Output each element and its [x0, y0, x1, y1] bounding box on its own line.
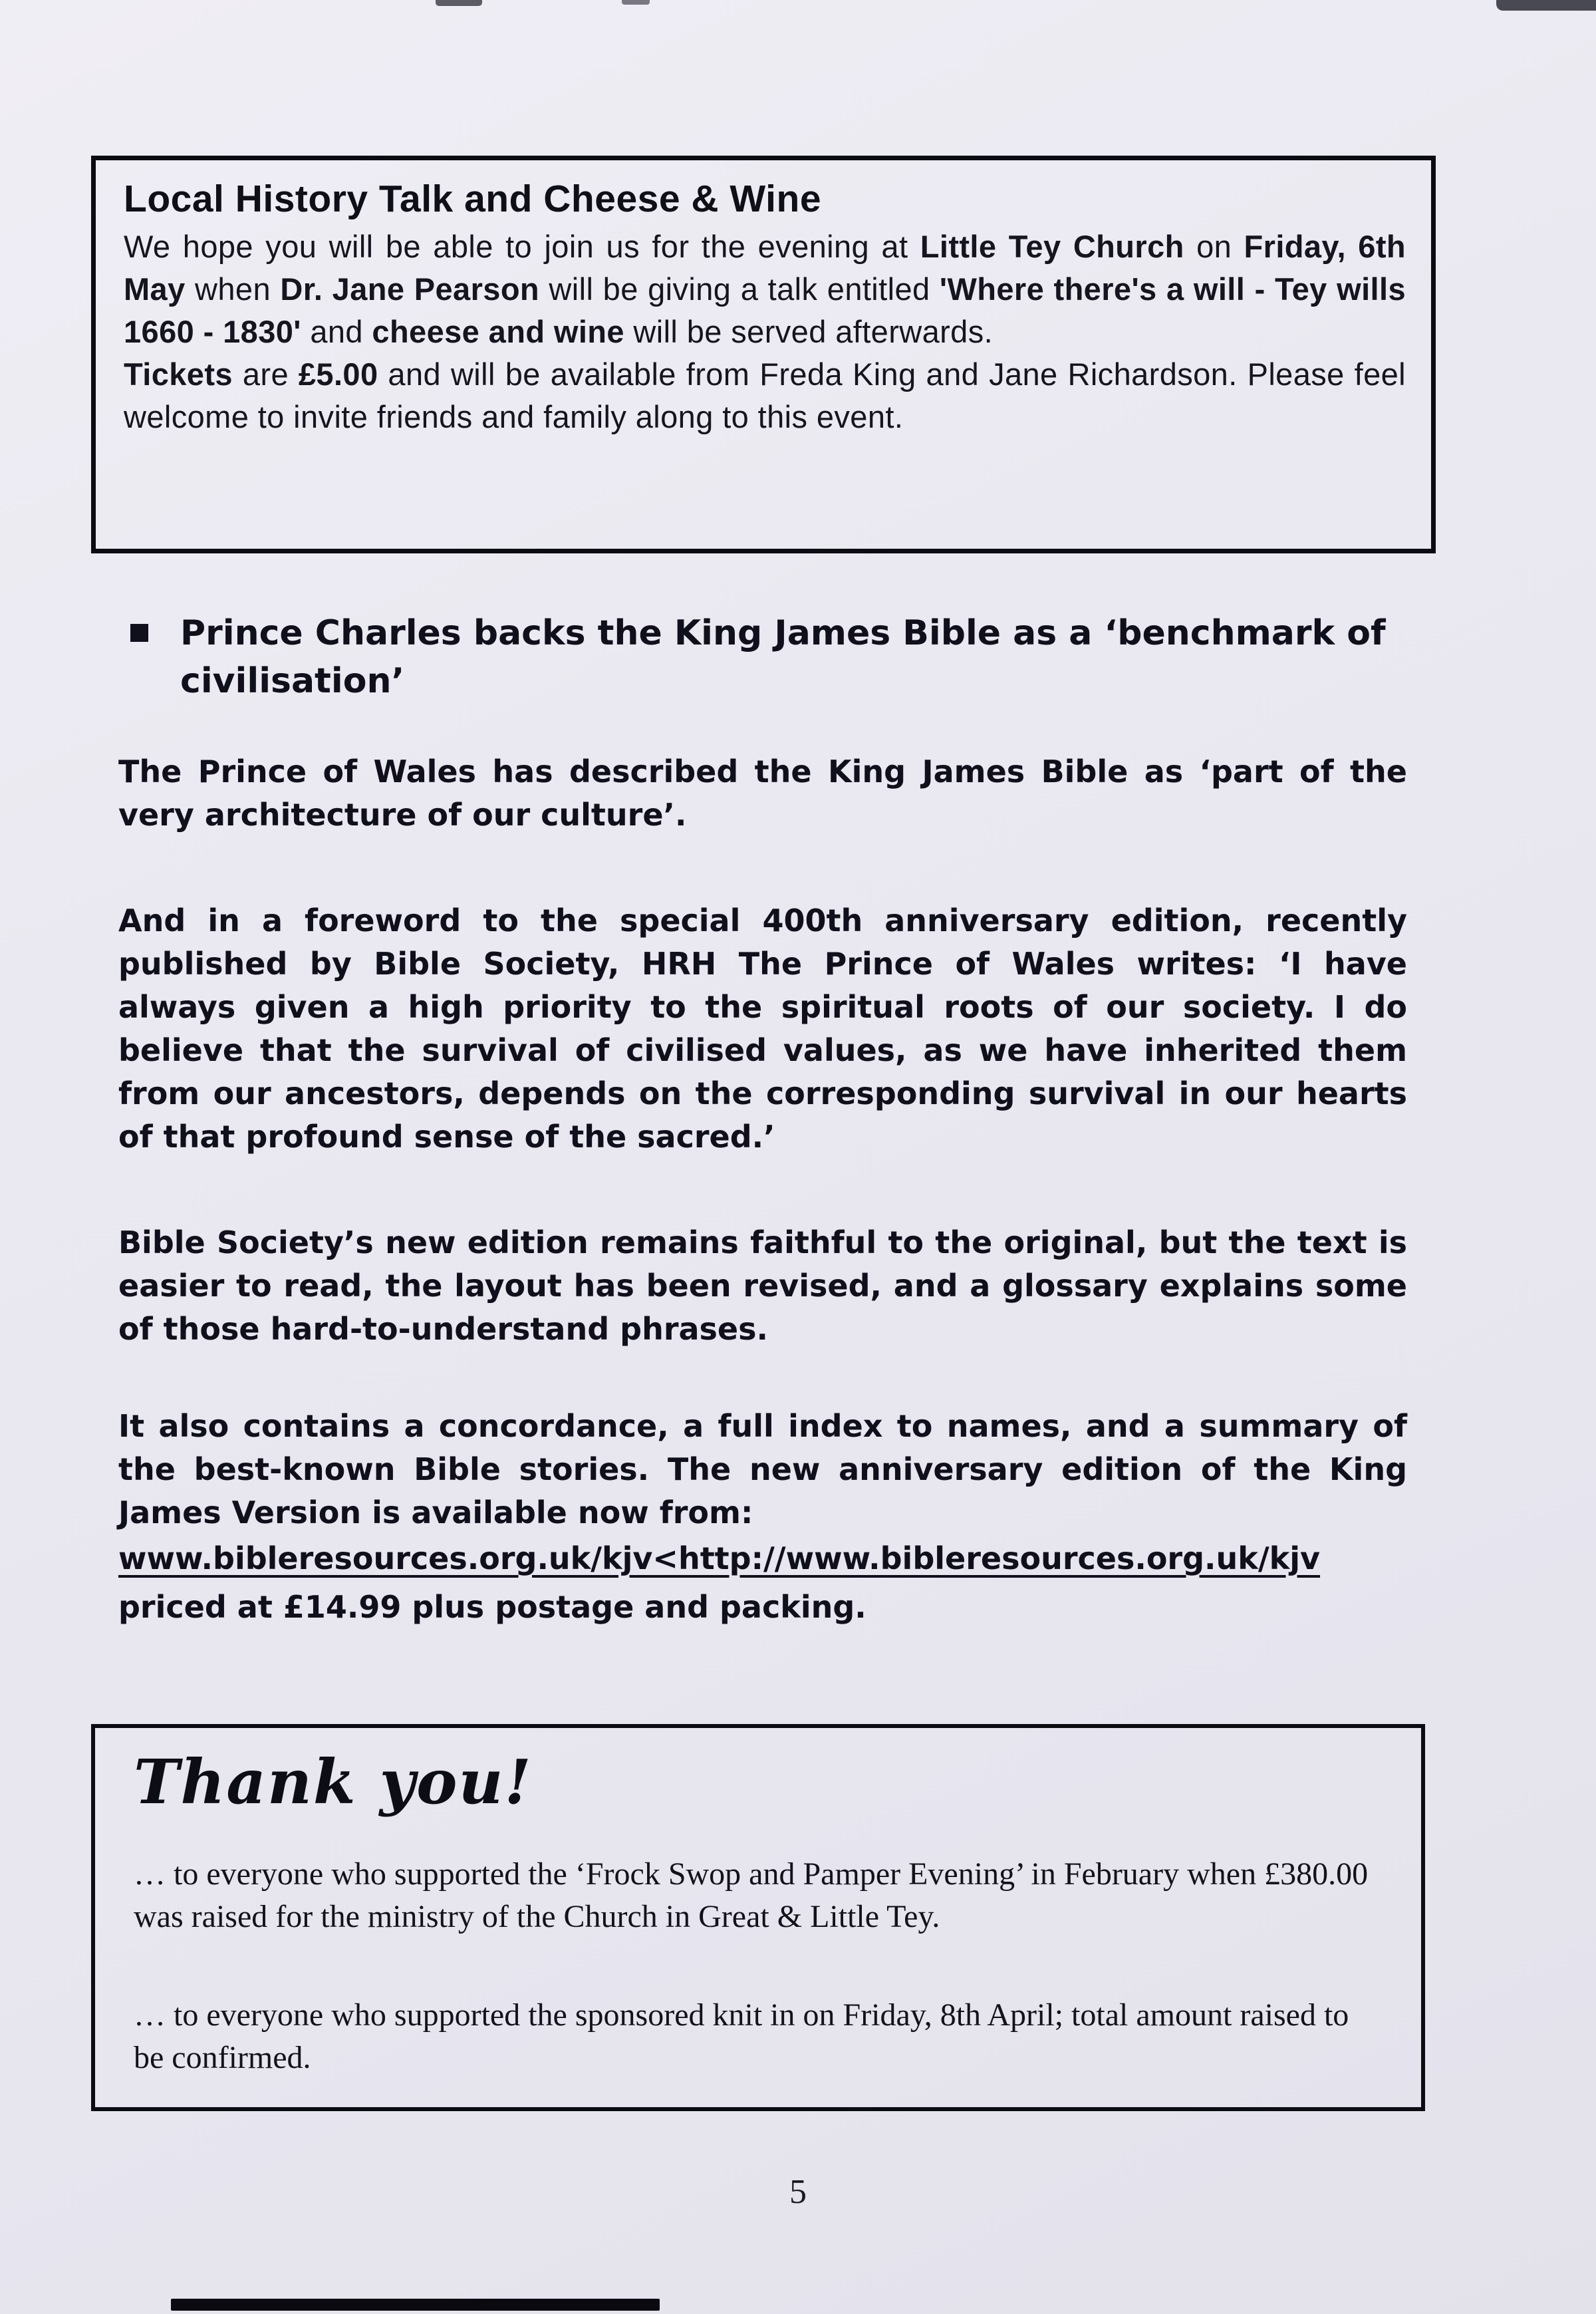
thank-you-paragraph-2: … to everyone who supported the sponsored knit in on Friday, 8th April; total amount raised to be confirmed. [134, 1997, 1349, 2075]
article-headline [130, 609, 1438, 705]
local-history-paragraph-1: We hope you will be able to join us for the evening at Little Tey Church on Friday, 6th May when Dr. Jane Pearson will be giving a talk entitled 'Where there's a will - Tey wills 1660 - 1830' and cheese and wine will be served afterwards. [124, 229, 1406, 349]
thank-you-title: Thank you! [134, 1746, 533, 1818]
thank-you-paragraph-1: … to everyone who supported the ‘Frock Swop and Pamper Evening’ in February when £380.00 was raised for the ministry of the Church in Great & Little Tey. [134, 1856, 1369, 1934]
article-paragraph-3: Bible Society’s new edition remains faithful to the original, but the text is easier to read, the layout has been revised, and a glossary explains some of those hard-to-understand phrases. [118, 1225, 1407, 1347]
local-history-paragraph-2: Tickets are £5.00 and will be available from Freda King and Jane Richardson. Please feel welcome to invite friends and family along to this event. [124, 357, 1406, 434]
article-paragraph-2: And in a foreword to the special 400th anniversary edition, recently published by Bible Society, HRH The Prince of Wales writes: ‘I have always given a high priority to the spiritual roots of our society. I do believe that the survival of civilised values, as we have inherited them from our ancestors, depends on the corresponding survival in our hearts of that profound sense of the sacred.’ [118, 903, 1407, 1155]
price-line: priced at £14.99 plus postage and packing. [118, 1589, 866, 1625]
local-history-box [91, 156, 1436, 553]
square-bullet-icon [130, 624, 148, 642]
article-paragraph-4 [118, 1405, 1407, 1629]
article-paragraph-1: The Prince of Wales has described the King James Bible as ‘part of the very architecture of our culture’. [118, 754, 1407, 833]
website-url: www.bibleresources.org.uk/kjv<http://www.bibleresources.org.uk/kjv [118, 1540, 1321, 1576]
article-headline-text: Prince Charles backs the King James Bible as a ‘benchmark of civilisation’ [180, 613, 1386, 701]
local-history-title: Local History Talk and Cheese & Wine [124, 178, 822, 220]
page-number: 5 [789, 2173, 807, 2211]
thank-you-box [91, 1724, 1425, 2111]
scan-artifact-top-right [1496, 0, 1596, 11]
scan-artifact-top-left [436, 0, 482, 6]
article-paragraph-4-text: It also contains a concordance, a full index to names, and a summary of the best-known Bible stories. The new anniversary edition of the King James Version is available now from: [118, 1408, 1407, 1530]
scan-artifact-top-middle [622, 0, 650, 5]
scan-artifact-bottom-bar [171, 2299, 660, 2311]
